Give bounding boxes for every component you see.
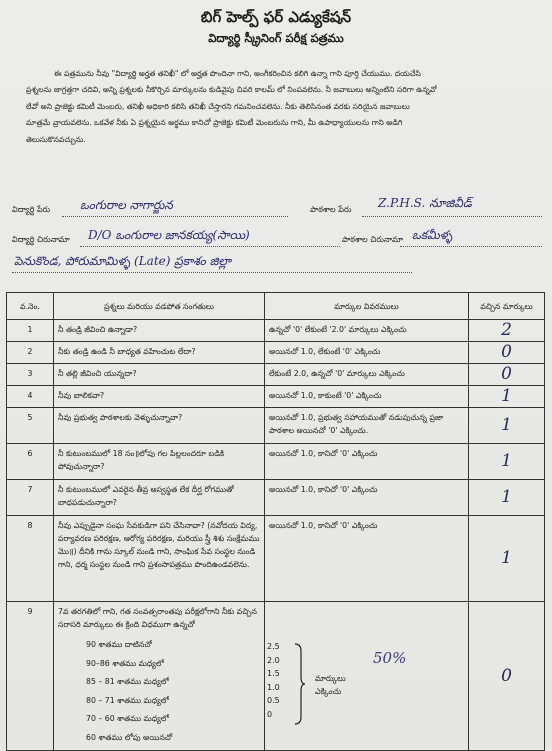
q9-scale-ticks [267,640,280,722]
table-row [7,408,545,444]
instruction-line: లేవో అని ప్రాజెక్టు కమిటీ మెంబరు, తనిఖీ అధికారి కలిసి తనిఖీ చేస్తారని గమనించవలెను. నీకు తెలిసినంత వరకు సరియైన జవాబులు [26,101,410,111]
row-score[interactable]: 1 [469,386,545,408]
table-row [7,444,545,480]
table-header-row [7,293,545,320]
scale-tick: 0.5 [267,696,280,706]
row-marks-detail: ఉన్నచో '0' లేకుంటే '2.0' మార్కులు ఎక్కించు [265,320,469,342]
row-question: నీవు ఎప్పుడైనా సంఘ సేవకుడిగా పని చేసినావా? (నవోదయ విద్య, పర్యావరణ పరిరక్షణ, ఆరోగ్య పరిరక్షణ, మరియు స్త్రీ శిశు సంక్షేమము మొ॥) దీనికి గాను స్కూల్ నుండి గాని, సాంఘిక సేవ సంస్థల నుండి గాని, ధర్మ సంస్థల నుండి గాని ప్రశంసాపత్రము పొందిఉండవలెను. [54,516,265,602]
row-number: 3 [7,364,54,386]
row-score[interactable]: 1 [469,444,545,480]
instructions-paragraph [26,66,540,148]
row-number: 7 [7,480,54,516]
address-line-2-field[interactable]: పెనుకొండ, పోరుమామిళ్ళ (Late) ప్రకాశం జిల్లా [14,254,231,268]
instruction-line: ఈ పత్రమును నీవు "విద్యార్థి అర్హత తనిఖీ" లో అర్హత పొందినా గాని, అంగీకరించిన కలిగి ఉన్నా గాని పూర్తి చేయుము. దయచేసి [54,69,421,78]
col-header-score: వచ్చిన మార్కులు [469,293,545,320]
scale-tick: 0 [267,709,273,719]
q9-band-list [86,636,260,747]
q9-scale-label [315,672,346,698]
row-score[interactable]: 1 [469,516,545,602]
row-score[interactable]: 1 [469,480,545,516]
row-score[interactable]: 2 [469,320,545,342]
row-marks-detail: అయినచో 1.0, కానిచో '0' ఎక్కించు [265,444,469,480]
row-score[interactable]: 0 [469,602,545,751]
row-number: 8 [7,516,54,602]
row-number: 9 [7,602,54,751]
col-header-marks-detail: మార్కుల వివరములు [265,293,469,320]
q9-band: 80 – 71 శాతము మధ్యలో [86,695,169,705]
row-number: 5 [7,408,54,444]
student-name-label: విద్యార్థి పేరు [12,205,51,214]
table-row [7,480,545,516]
q9-mark-scale [265,602,468,742]
table-row [7,364,545,386]
student-name-line [62,216,288,217]
row-score[interactable]: 1 [469,408,545,444]
table-row [7,342,545,364]
school-address-line [400,246,542,247]
form-subtitle: విద్యార్థి స్క్రీనింగ్ పరీక్ష పత్రము [208,31,344,45]
q9-question-text: 7వ తరగతిలో గాని, గత సంవత్సరాంతపు పరీక్షలోగాని నీకు వచ్చిన సరాసరి మార్కులు ఈ క్రింది విధముగా ఉన్నచో [58,607,257,629]
screening-table [6,292,545,751]
student-address-label: విద్యార్థి చిరునామా [12,235,70,244]
row-number: 4 [7,386,54,408]
school-name-line [362,216,542,217]
q9-band: 85 – 81 శాతము మధ్యలో [86,677,169,686]
table-row [7,386,545,408]
row-marks-detail: అయినచో 1.0, లేకుంటే '0' ఎక్కించు [265,342,469,364]
col-header-serial: వ.నెం. [7,293,54,320]
col-header-question: ప్రశ్నలు మరియు వడపోత సంగతులు [54,293,265,320]
form-title: బిగ్ హెల్ప్ ఫర్ ఎడ్యుకేషన్ [200,8,352,26]
row-question: నీ తల్లి జీవించి యున్నదా? [54,364,265,386]
table-row [7,320,545,342]
row-score[interactable]: 0 [469,342,545,364]
row-marks-detail: అయినచో 1.0, ప్రభుత్వ సహాయముతో నడుపుచున్న ప్రజా పాఠశాల అయినచో '0' ఎక్కించు. [265,408,469,444]
row-number: 2 [7,342,54,364]
student-name-field[interactable]: ఒంగురాల నాగార్జున [80,198,173,212]
row-question: నీకు తండ్రి ఉండి నీ బాధ్యత వహించుట లేదా? [54,342,265,364]
row-marks-detail: అయినచో 1.0, కానిచో '0' ఎక్కించు [265,516,469,602]
row-marks-detail: లేకుంటే 2.0, ఉన్నచో '0' మార్కులు ఎక్కించు [265,364,469,386]
address-line-2 [12,272,412,273]
row-number: 1 [7,320,54,342]
school-address-label: పాఠశాల చిరునామా [342,235,403,244]
scale-label-marks: మార్కులు [315,674,346,683]
row-number: 6 [7,444,54,480]
row-question: నీ కుటుంబములో 18 సం॥లోపు గల పిల్లలందరూ బడికి పోవుచున్నారా? [54,444,265,480]
q9-band: 60 శాతము లోపు అయినచో [86,732,173,742]
student-address-field[interactable]: D/O ఒంగురాల జానకయ్య(సాయి) [88,228,250,242]
instruction-line: ప్రశ్నలను జాగ్రత్తగా చదివి, అన్ని ప్రశ్నలకు నీకొర్చిన మార్కులను కుడివైపు చివరి కాలమ్ లో నింపవలెను. నీ జవాబులు అన్నింటిని సరిగా ఉన్నవో [26,85,437,95]
school-address-field[interactable]: ఒకమీళ్ళ [412,228,453,242]
school-name-field[interactable]: Z.P.H.S. నూజివీడ్ [378,196,472,210]
row-question: నీవు ప్రభుత్వ పాఠశాలకు వెళ్ళుచున్నావా? [54,408,265,444]
scale-tick: 1.5 [267,669,280,679]
row-score[interactable]: 0 [469,364,545,386]
row-marks-detail: అయినచో 1.0, కాకుంటే '0' ఎక్కించు [265,386,469,408]
curly-brace-icon [293,643,305,725]
row-question: నీ తండ్రి జీవించి ఉన్నాడా? [54,320,265,342]
q9-band: 70 – 60 శాతము మధ్యలో [86,714,169,723]
row-marks-detail: అయినచో 1.0, కానిచో '0' ఎక్కించు [265,480,469,516]
scale-tick: 2.0 [267,655,280,665]
table-row [7,516,545,602]
instruction-line: తెలుసుకొనవచ్చును. [26,134,86,144]
handwritten-percent: 50% [373,649,407,667]
student-address-line [80,246,340,247]
scale-tick: 1.0 [267,682,280,692]
instruction-line: మాత్రమే వ్రాయవలెను. ఒకవేళ నీకు ఏ ప్రశ్నయైన అర్థము కానిచో ప్రాజెక్టు కమిటీ మెంబరును గాని, మీ ఉపాధ్యాయులను గాని అడిగి [26,118,403,128]
table-row-question-9 [7,602,545,751]
row-marks-detail [265,602,469,751]
q9-band: 90–86 శాతము మధ్యలో [86,658,164,668]
row-question: నీ కుటుంబములో ఎవరైన తీవ్ర అస్వస్థత లేక దీర్ఘ రోగముతో బాధపడుచున్నారా? [54,480,265,516]
row-question: నీవు బాలికవా? [54,386,265,408]
scale-tick: 2.5 [267,642,280,651]
scale-label-enter: ఎక్కించు [315,687,342,696]
school-name-label: పాఠశాల పేరు [310,205,352,214]
row-question [54,602,265,751]
q9-band: 90 శాతము దాటినచో [86,640,152,649]
